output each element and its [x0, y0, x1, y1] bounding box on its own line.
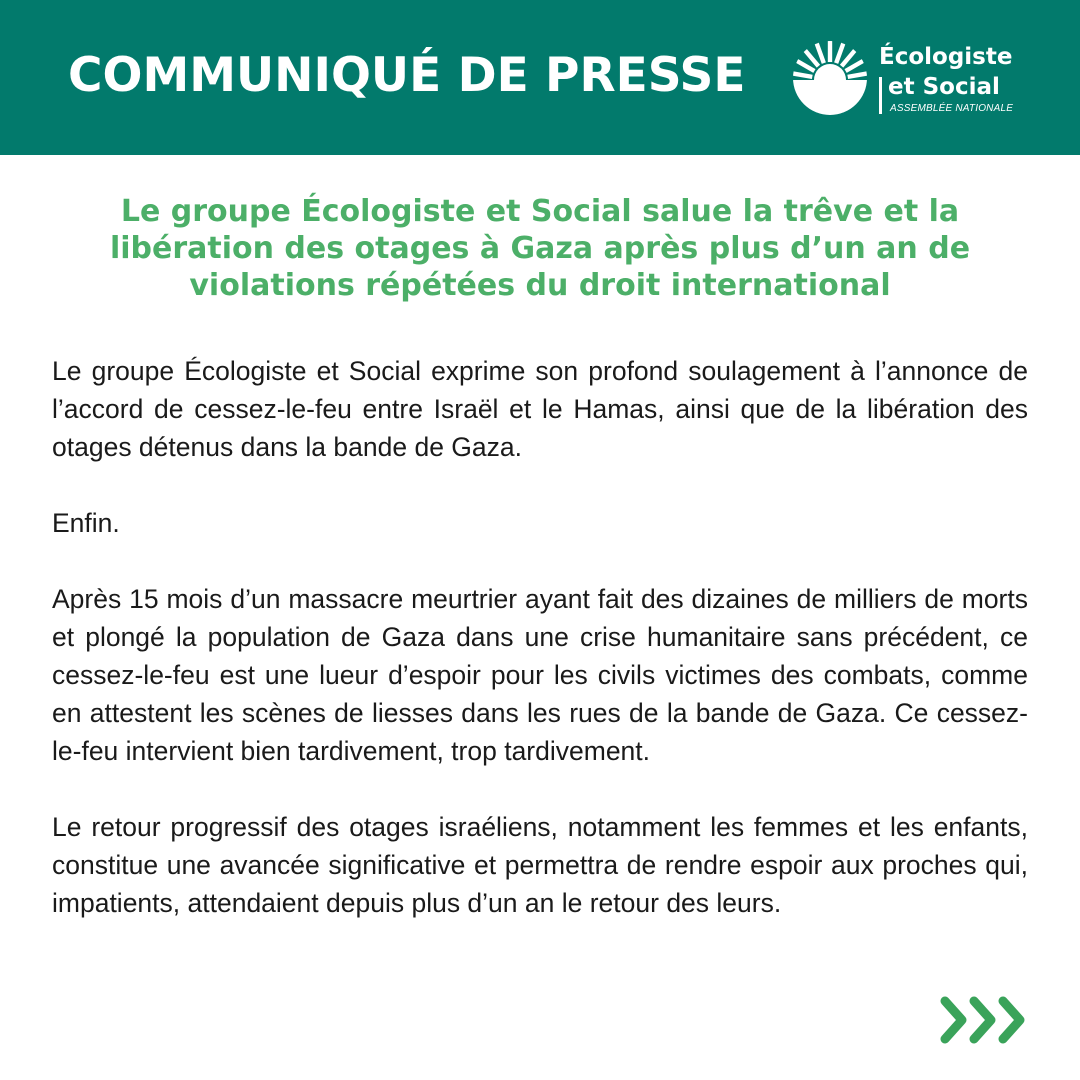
triple-chevron-right-icon [938, 995, 1032, 1045]
body-paragraph: Après 15 mois d’un massacre meurtrier ayant fait des dizaines de milliers de morts et plongé la population de Gaza dans une crise humanitaire sans précédent, ce cessez-le-feu est une lueur d’espoir pour les civils victimes des combats, comme en attestent les scènes de liesses dans les rues de la bande de Gaza. Ce cessez-le-feu intervient bien tardivement, trop tardivement. [52, 584, 1028, 766]
logo-name-line1: Écologiste [879, 44, 1013, 70]
body-paragraph: Enfin. [52, 508, 120, 538]
logo-divider [879, 77, 882, 114]
header-banner [0, 0, 1080, 155]
page-title: COMMUNIQUÉ DE PRESSE [68, 48, 746, 103]
press-release-body [52, 352, 1028, 922]
headline: Le groupe Écologiste et Social salue la trêve et la libération des otages à Gaza après plus d’un an de violations répétées du droit international [109, 194, 971, 303]
logo-subtitle: ASSEMBLÉE NATIONALE [890, 103, 1014, 114]
body-paragraph: Le groupe Écologiste et Social exprime son profond soulagement à l’annonce de l’accord de cessez-le-feu entre Israël et le Hamas, ainsi que de la libération des otages détenus dans la bande de Gaza. [52, 356, 1028, 462]
logo-name-line2: et Social [888, 74, 1000, 100]
party-logo [792, 40, 1042, 120]
body-paragraph: Le retour progressif des otages israéliens, notamment les femmes et les enfants, constitue une avancée significative et permettra de rendre espoir aux proches qui, impatients, attendaient depuis plus d’un an le retour des leurs. [52, 812, 1028, 918]
rising-sun-logo-icon [792, 40, 868, 116]
